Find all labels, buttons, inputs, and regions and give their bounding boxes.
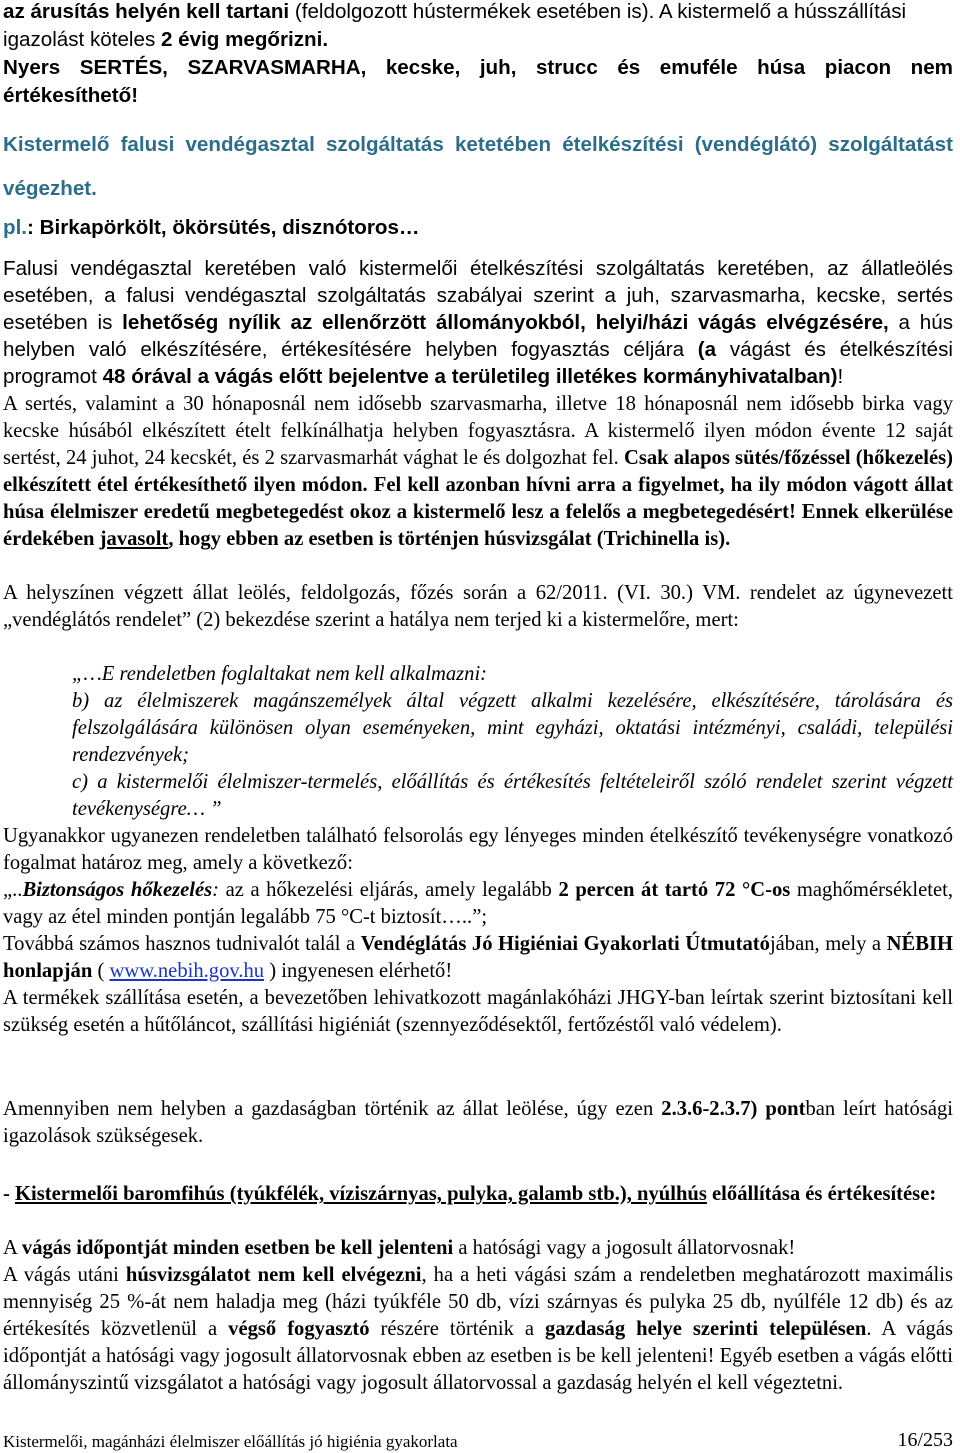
text-run: A sertés, valamint a 30 hónaposnál nem idősebb szarvasmarha, illetve 18 hónaposnál nem idősebb birka vagy kecske húsából elkészített ételt felkínálhatja helyben fogyasztásra. A kistermelő ilyen módon évente 12 saját sertést, 24 juhot, 24 kecskét, és 2 szarvasmarhát vághat le és dolgozhat fel. [3, 393, 953, 469]
text-run: ( [92, 960, 110, 982]
text-run: maghőmérsékletet, vagy az étel minden pontján legalább 75 °C-t biztosít…..”; [3, 879, 953, 928]
text-run: Ugyanakkor ugyanezen rendeletben található felsorolás egy lényeges minden ételkészítő tevékenységre vonatkozó fogalmat határoz meg, amely a következő: [3, 825, 953, 874]
text-run: : [212, 879, 219, 901]
heading-line: végezhet. [3, 177, 97, 200]
text-run: ) ingyenesen elérhető! [264, 960, 453, 982]
page-footer [3, 1428, 953, 1453]
bold-text: 2 évig megőrizni. [160, 28, 329, 51]
section-heading-baromfihus [3, 1181, 953, 1208]
page-number: 16/253 [897, 1429, 953, 1451]
paragraph-szallitas [3, 985, 953, 1039]
bold-text: az árusítás helyén kell tartani [3, 0, 290, 23]
text-run: Amennyiben nem helyben a gazdaságban történik az állat leölése, úgy ezen [3, 1098, 662, 1120]
text-run: (feldolgozott hústermékek esetében is). A kistermelő a hússzállítási [289, 0, 907, 23]
quote-line-intro [72, 661, 953, 688]
text-run: előállítása és értékesítése: [706, 1183, 937, 1205]
text-run: A vágás utáni [3, 1264, 126, 1286]
paragraph-storage-rule [3, 0, 953, 110]
text-run: a hús helyben való elkészítésére, értékesítésére helyben fogyasztás céljára [3, 311, 953, 361]
text-run: Falusi vendégasztal keretében való kistermelői ételkészítési szolgáltatás keretében, az állatleölés esetében, a falusi vendégasztal szolgáltatás szabályai szerint a juh, szarvasmarha, kecske, sertés esetében is [3, 257, 953, 334]
bold-text: NÉBIH honlapján [3, 933, 953, 982]
bold-text: 2 percen át tartó 72 °C-os [558, 879, 791, 901]
text-run: A [3, 1237, 22, 1259]
quote-item-b [72, 688, 953, 769]
text-run: A termékek szállítása esetén, a bevezetőben lehivatkozott magánlakóházi JHGY-ban leírtak szerint biztosítani kell szükség esetén a hűtőláncot, szállítási higiéniát (szennyeződésektől, fertőzéstől való védelem). [3, 987, 953, 1036]
bold-text: gazdaság helye szerinti településen [545, 1318, 867, 1340]
text-run: c) a kistermelői élelmiszer-termelés, előállítás és értékesítés feltételeiről szóló rendelet szerint végzett tevékenységre… ” [72, 771, 953, 820]
text-run: , ha a heti vágási szám a rendeletben meghatározott maximális mennyiség 25 %-át nem haladja meg (házi tyúkféle 50 db, vízi szárnyas és pulyka 25 db, nyúlféle 12 db) és az értékesítés közvetlenül a [3, 1264, 953, 1340]
text-run: részére történik a [369, 1318, 546, 1340]
bold-text: , hogy ebben az esetben is történjen húsvizsgálat (Trichinella is). [168, 528, 731, 550]
text-run: ! [837, 365, 844, 388]
text-run: . A vágás időpontját a hatósági vagy jogosult állatorvosnak ebben az esetben is be kell jelenteni! Egyéb esetben a vágás előtti állományszintű vizsgálatot a hatósági vagy jogosult állatorvossal a gazdaság helyén el kell végeztetni. [3, 1318, 953, 1394]
text-run: a hatósági vagy a jogosult állatorvosnak! [453, 1237, 796, 1259]
text-run: igazolást köteles [3, 28, 161, 51]
footer-title: Kistermelői, magánházi élelmiszer előállítás jó higiénia gyakorlata [3, 1432, 458, 1451]
bold-text: 2.3.6-2.3.7) pont [661, 1098, 806, 1120]
text-run: A helyszínen végzett állat leölés, feldolgozás, főzés során a 62/2011. (VI. 30.) VM. rendelet az úgynevezett „vendéglátós rendelet” (2) bekezdése szerint a hatálya nem terjed ki a kistermelőre, mert: [3, 582, 953, 631]
example-text: : Birkapörkölt, ökörsütés, disznótoros… [27, 216, 420, 239]
underlined-text: Kistermelői baromfihús (tyúkfélék, víziszárnyas, pulyka, galamb stb.), nyúlhús [15, 1183, 707, 1205]
heading-line: Kistermelő falusi vendégasztal szolgáltatás ketetében ételkészítési (vendéglátó) szolgáltatást [3, 133, 953, 156]
text-run: vágást és ételkészítési programot [3, 338, 954, 388]
text-run: Továbbá számos hasznos tudnivalót talál a [3, 933, 361, 955]
text-run: „…E rendeletben foglaltakat nem kell alkalmazni: [72, 663, 488, 685]
bold-text: Vendéglátás Jó Higiéniai Gyakorlati Útmutató [360, 933, 770, 955]
text-run: - [3, 1183, 16, 1205]
quote-item-c [72, 769, 953, 823]
paragraph-hatosagi-igazolasok [3, 1096, 953, 1150]
text-run: az a hőkezelési eljárás, amely legalább [218, 879, 559, 901]
bold-italic-term: Biztonságos hőkezelés [22, 879, 213, 901]
bold-text: (a [697, 338, 717, 361]
text-run: ban leírt hatósági igazolások szükségesek. [3, 1098, 953, 1147]
text-run: jában, mely a [769, 933, 887, 955]
section-heading-vendegasztal-cont [3, 173, 953, 205]
paragraph-biztonsagos-hokezeles [3, 877, 953, 931]
example-line [3, 214, 953, 242]
paragraph-vagas-bejelentes [3, 1235, 953, 1262]
paragraph-vendeglatos-rendelet [3, 580, 953, 634]
bold-text: 48 órával a vágás előtt bejelentve a területileg illetékes kormányhivatalban) [102, 365, 838, 388]
bold-text: értékesíthető! [3, 84, 139, 107]
paragraph-husvizsgalat [3, 1262, 953, 1397]
section-heading-vendegasztal [3, 129, 953, 161]
paragraph-fogalom [3, 823, 953, 877]
bold-text: húsvizsgálatot nem kell elvégezni [125, 1264, 422, 1286]
paragraph-sertes-limits [3, 391, 953, 553]
nebih-link[interactable]: www.nebih.gov.hu [109, 960, 265, 982]
text-run: b) az élelmiszerek magánszemélyek által végzett alkalmi kezelésére, elkészítésére, tárolására és felszolgálására különösen olyan eseményeken, mint egyházi, oktatási intézményi, családi, települési rendezvények; [72, 690, 953, 766]
bold-text: Csak alapos sütés/főzéssel (hőkezelés) elkészített étel értékesíthető ilyen módon. Fel kell azonban hívni arra a figyelmet, ha ily módon vágott állat húsa élelmiszer eredetű megbetegedést okoz a kistermelő lesz a felelős a megbetegedésért! Ennek elkerülése érdekében [3, 447, 953, 550]
bold-text: végső fogyasztó [228, 1318, 370, 1340]
paragraph-falusi-vendegasztal [3, 255, 953, 390]
bold-text: lehetőség nyílik az ellenőrzött állományokból, helyi/házi vágás elvégzésére, [122, 311, 889, 334]
paragraph-utmutato [3, 931, 953, 985]
example-prefix: pl. [3, 216, 28, 239]
underlined-text: javasolt [99, 528, 169, 550]
bold-text: vágás időpontját minden esetben be kell jelenteni [21, 1237, 454, 1259]
text-run: „.. [3, 879, 23, 901]
bold-text: Nyers SERTÉS, SZARVASMARHA, kecske, juh, strucc és emuféle húsa piacon nem [3, 56, 953, 79]
